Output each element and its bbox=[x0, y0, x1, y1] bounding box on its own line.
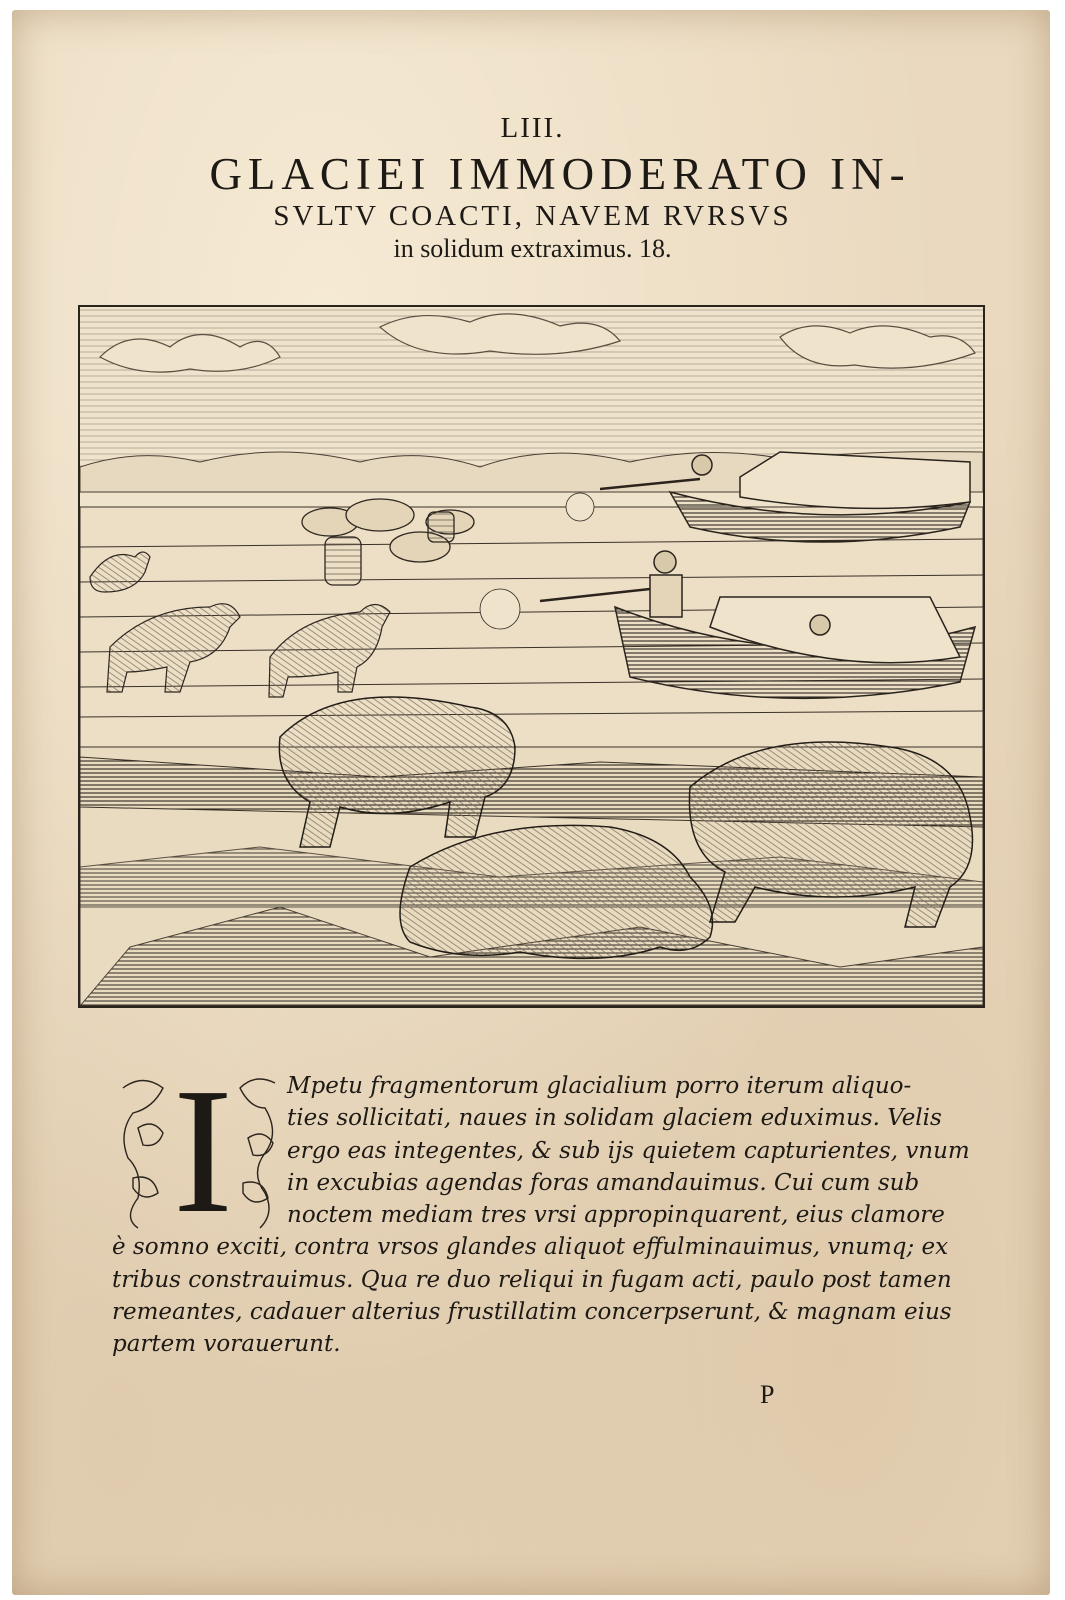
text-line: ties sollicitati, naues in solidam glaciem eduximus. Velis bbox=[287, 1105, 942, 1132]
text-line: remeantes, cadauer alterius frustillatim concerpserunt, & magnam eius bbox=[112, 1299, 952, 1326]
title-line-3: in solidum extraximus. 18. bbox=[393, 234, 672, 263]
text-line: noctem mediam tres vrsi appropinquarent, eius clamore bbox=[287, 1202, 945, 1229]
title-line-2: SVLTV COACTI, NAVEM RVRSVS bbox=[273, 200, 792, 232]
signature-mark: P bbox=[760, 1380, 775, 1409]
plate-number: LIII. bbox=[500, 112, 565, 144]
body-text bbox=[112, 1051, 970, 1361]
text-line: Mpetu fragmentorum glacialium porro iterum aliquo- bbox=[287, 1073, 912, 1099]
text-line: partem vorauerunt. bbox=[112, 1331, 341, 1358]
text-line: in excubias agendas foras amandauimus. Cui cum sub bbox=[287, 1169, 920, 1196]
engraving-illustration bbox=[78, 305, 985, 1008]
engraving-scene bbox=[80, 307, 983, 1006]
title-line-1: GLACIEI IMMODERATO IN- bbox=[209, 149, 911, 199]
text-line: è somno exciti, contra vrsos glandes aliquot effulminauimus, vnumq; ex bbox=[112, 1234, 949, 1261]
text-line: tribus constrauimus. Qua re duo reliqui in fugam acti, paulo post tamen bbox=[112, 1266, 952, 1293]
initial-letter: I bbox=[173, 1051, 233, 1250]
text-line: ergo eas integentes, & sub ijs quietem capturientes, vnum bbox=[287, 1137, 970, 1164]
